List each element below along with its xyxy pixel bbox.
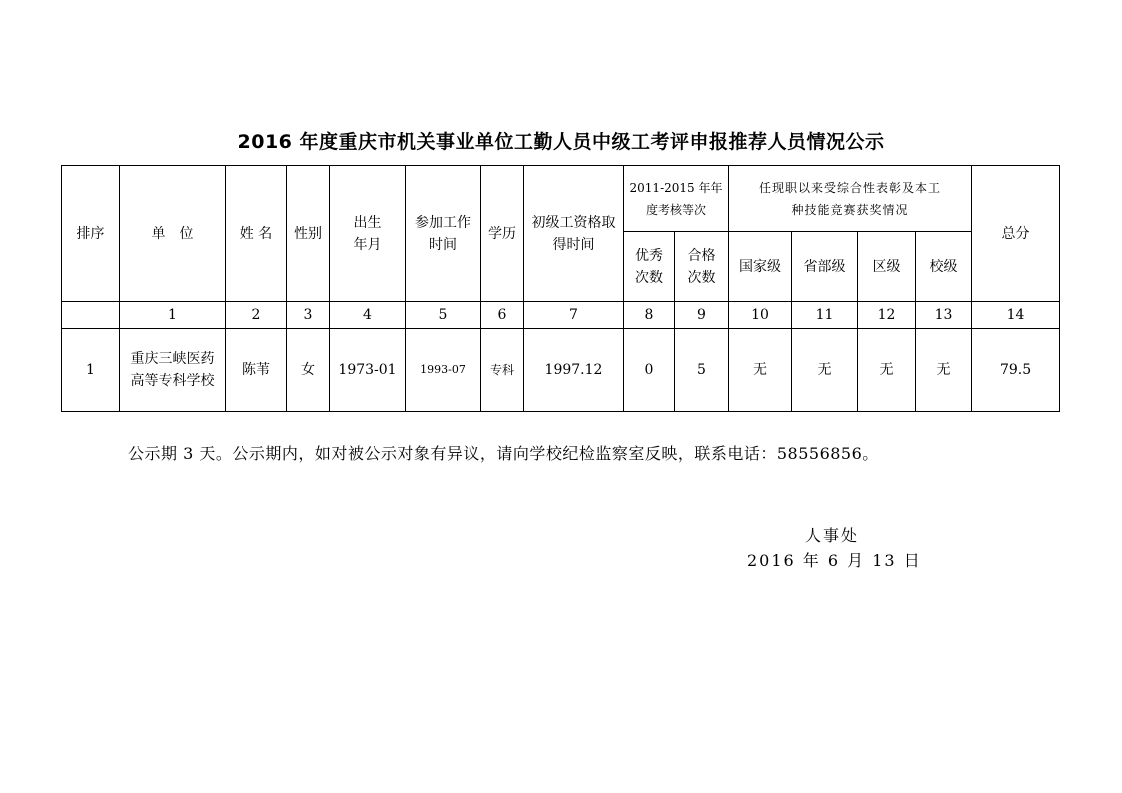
header-row-1 [62,166,1060,232]
header-national: 国家级 [729,232,792,302]
column-number: 3 [287,302,330,329]
cell-school: 无 [916,329,972,412]
column-number: 14 [972,302,1060,329]
cell-district: 无 [858,329,916,412]
column-number: 1 [120,302,226,329]
column-number-row [62,302,1060,329]
column-number: 11 [792,302,858,329]
cell-provincial: 无 [792,329,858,412]
signature-date: 2016 年 6 月 13 日 [747,551,922,570]
header-provincial: 省部级 [792,232,858,302]
column-number: 13 [916,302,972,329]
cell-national: 无 [729,329,792,412]
applicant-table [61,165,1060,412]
header-total: 总分 [972,166,1060,302]
column-number: 9 [675,302,729,329]
table-row [62,329,1060,412]
column-number: 6 [481,302,524,329]
header-work-start: 参加工作 时间 [406,166,481,302]
cell-excellent: 0 [624,329,675,412]
cell-birth: 1973-01 [330,329,406,412]
header-junior-salary: 初级工资格取 得时间 [524,166,624,302]
column-number: 2 [226,302,287,329]
cell-unit: 重庆三峡医药 高等专科学校 [120,329,226,412]
cell-total: 79.5 [972,329,1060,412]
column-number: 5 [406,302,481,329]
header-district: 区级 [858,232,916,302]
header-award-group: 任现职以来受综合性表彰及本工 种技能竞赛获奖情况 [729,166,972,232]
column-number: 7 [524,302,624,329]
header-excellent: 优秀 次数 [624,232,675,302]
cell-work-start: 1993-07 [406,329,481,412]
notice-text: 公示期 3 天。公示期内，如对被公示对象有异议，请向学校纪检监察室反映，联系电话：58556856。 [128,444,879,463]
cell-rank: 1 [62,329,120,412]
cell-junior-salary: 1997.12 [524,329,624,412]
column-number: 10 [729,302,792,329]
cell-education: 专科 [481,329,524,412]
column-number: 8 [624,302,675,329]
signature-department: 人事处 [805,526,860,545]
header-qualified: 合格 次数 [675,232,729,302]
header-name: 姓 名 [226,166,287,302]
header-birth: 出生 年月 [330,166,406,302]
header-education: 学历 [481,166,524,302]
header-unit: 单 位 [120,166,226,302]
cell-qualified: 5 [675,329,729,412]
cell-name: 陈苇 [226,329,287,412]
cell-gender: 女 [287,329,330,412]
header-gender: 性别 [287,166,330,302]
header-assessment-group: 2011-2015 年年 度考核等次 [624,166,729,232]
header-rank: 排序 [62,166,120,302]
header-school: 校级 [916,232,972,302]
column-number-blank [62,302,120,329]
column-number: 4 [330,302,406,329]
page-title: 2016 年度重庆市机关事业单位工勤人员中级工考评申报推荐人员情况公示 [237,131,885,153]
column-number: 12 [858,302,916,329]
